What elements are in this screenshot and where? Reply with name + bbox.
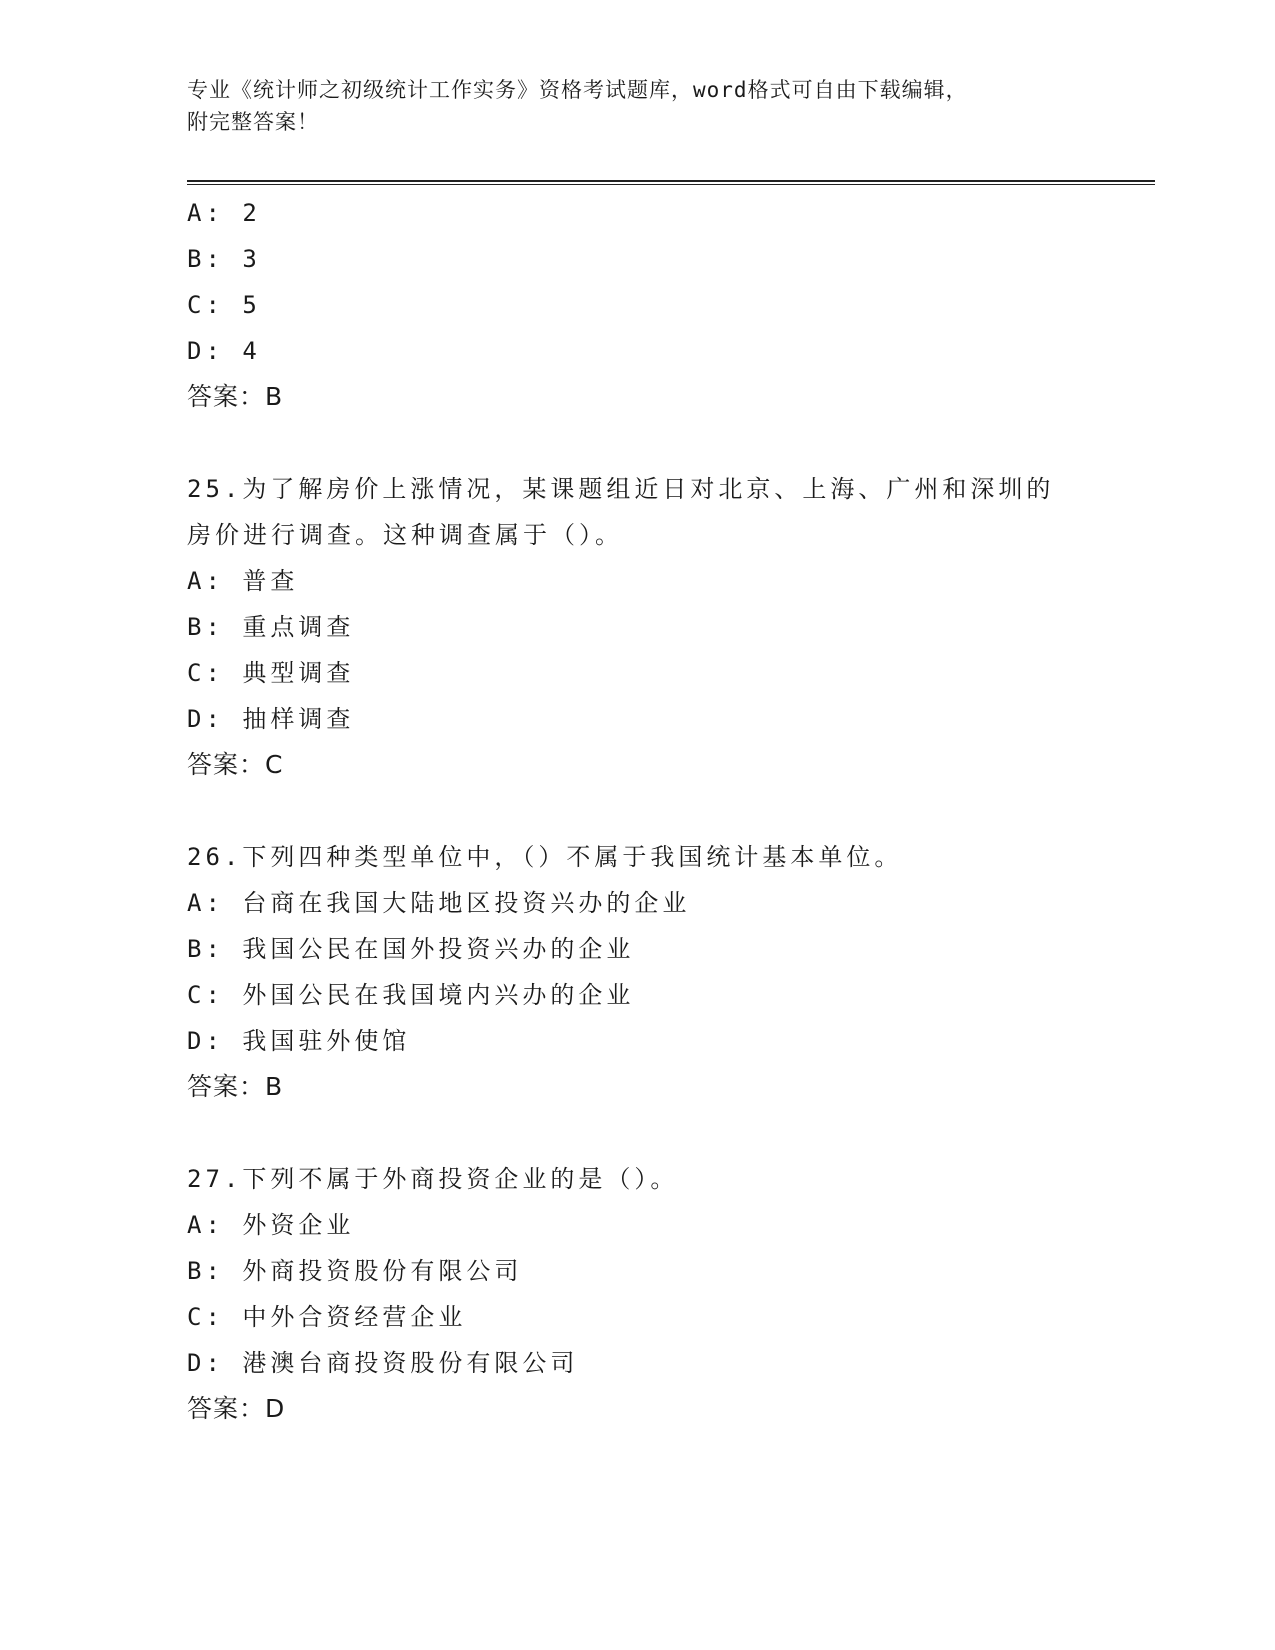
question-text-line-1: 25.为了解房价上涨情况，某课题组近日对北京、上海、广州和深圳的 <box>187 475 1055 503</box>
question-text: 26.下列四种类型单位中，（）不属于我国统计基本单位。 <box>187 843 903 871</box>
option-c: C: 外国公民在我国境内兴办的企业 <box>187 981 635 1009</box>
document-header <box>187 74 1067 138</box>
option-a: A: 台商在我国大陆地区投资兴办的企业 <box>187 889 691 917</box>
option-d: D: 4 <box>187 337 261 365</box>
spacer <box>187 420 1155 466</box>
option-b: B: 3 <box>187 245 261 273</box>
header-divider <box>187 180 1155 185</box>
question-list <box>187 190 1155 1432</box>
option-c: C: 中外合资经营企业 <box>187 1303 467 1331</box>
question-24-block <box>187 190 1155 420</box>
option-b: B: 外商投资股份有限公司 <box>187 1257 523 1285</box>
spacer <box>187 788 1155 834</box>
header-line-1: 专业《统计师之初级统计工作实务》资格考试题库，word格式可自由下载编辑， <box>187 78 968 102</box>
option-b: B: 我国公民在国外投资兴办的企业 <box>187 935 635 963</box>
question-27-block <box>187 1156 1155 1432</box>
answer-line: 答案：C <box>187 750 284 779</box>
option-d: D: 港澳台商投资股份有限公司 <box>187 1349 579 1377</box>
option-b: B: 重点调查 <box>187 613 355 641</box>
answer-line: 答案：B <box>187 1072 284 1101</box>
option-a: A: 2 <box>187 199 261 227</box>
question-25-block <box>187 466 1155 788</box>
question-26-block <box>187 834 1155 1110</box>
spacer <box>187 1110 1155 1156</box>
option-c: C: 典型调查 <box>187 659 355 687</box>
answer-line: 答案：D <box>187 1394 286 1423</box>
header-line-2: 附完整答案！ <box>187 110 319 134</box>
option-a: A: 普查 <box>187 567 299 595</box>
option-d: D: 我国驻外使馆 <box>187 1027 411 1055</box>
answer-line: 答案：B <box>187 382 284 411</box>
option-c: C: 5 <box>187 291 261 319</box>
question-text-line-2: 房价进行调查。这种调查属于（）。 <box>187 521 623 549</box>
question-text: 27.下列不属于外商投资企业的是（）。 <box>187 1165 679 1193</box>
option-a: A: 外资企业 <box>187 1211 355 1239</box>
option-d: D: 抽样调查 <box>187 705 355 733</box>
